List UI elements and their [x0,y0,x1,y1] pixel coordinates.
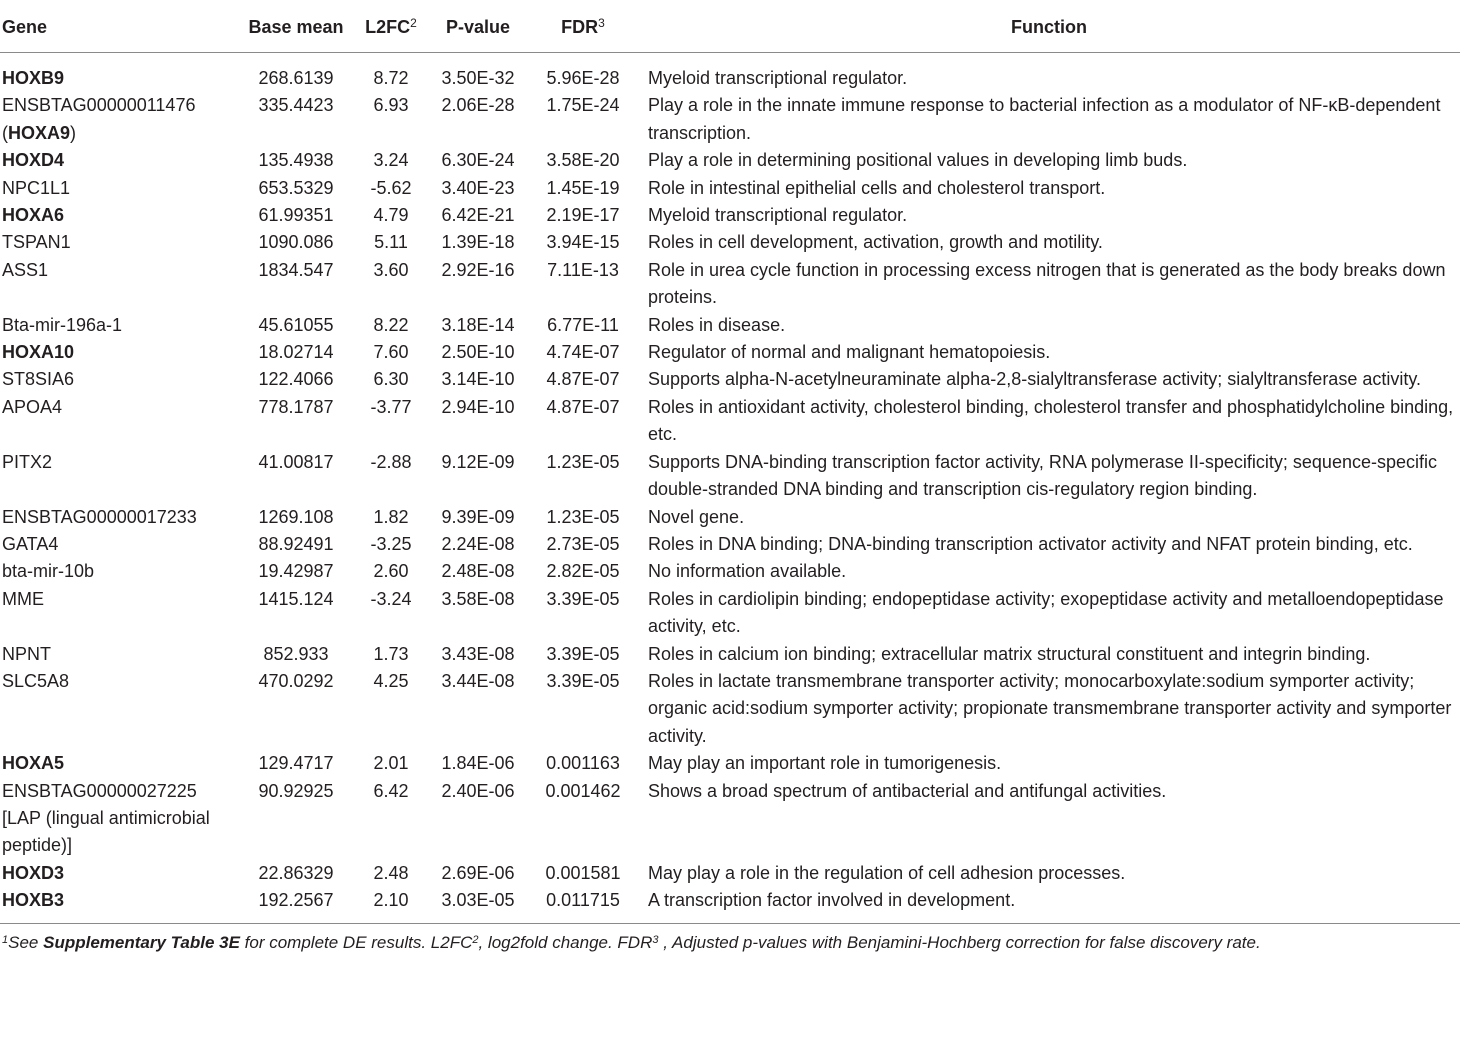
cell-l2fc: 3.60 [373,259,409,280]
cell-base-mean: 122.4066 [258,369,334,390]
cell-fdr: 0.001581 [545,862,621,883]
cell-pvalue: 2.40E-06 [441,780,515,801]
gene-name: SLC5A8 [2,670,70,691]
cell-function: Roles in calcium ion binding; extracellular matrix structural constituent and integrin binding. [648,643,1371,664]
cell-fdr: 4.74E-07 [546,342,620,363]
cell-function: Shows a broad spectrum of antibacterial and antifungal activities. [648,780,1167,801]
table-row [0,339,1460,366]
cell-pvalue: 9.39E-09 [441,506,515,527]
cell-l2fc: 7.60 [373,342,409,363]
cell-pvalue: 2.50E-10 [441,342,515,363]
cell-function: Role in urea cycle function in processing excess nitrogen that is generated as the body breaks down proteins. [648,259,1446,308]
header-fdr-text: FDR [561,17,599,37]
header-pvalue: P-value [428,0,528,53]
cell-fdr: 3.94E-15 [546,232,620,253]
table-row [0,668,1460,750]
cell-fdr: 5.96E-28 [546,68,620,88]
cell-function: A transcription factor involved in development. [648,890,1016,911]
table-row [0,147,1460,174]
cell-base-mean: 852.933 [263,643,329,664]
cell-fdr: 1.45E-19 [546,177,620,198]
cell-fdr: 3.58E-20 [546,150,620,171]
cell-gene [0,53,238,93]
table-row [0,558,1460,585]
header-fdr-sup: 3 [598,16,605,30]
cell-fdr: 1.75E-24 [546,95,620,116]
cell-pvalue: 9.12E-09 [441,451,515,472]
table-row [0,449,1460,504]
cell-l2fc: -3.24 [370,588,412,609]
cell-gene [0,860,238,887]
cell-gene [0,750,238,777]
cell-function: Play a role in the innate immune response to bacterial infection as a modulator of NF-κB-dependent transcription. [648,95,1441,143]
gene-name: TSPAN1 [2,232,71,253]
cell-l2fc: -3.25 [370,533,412,554]
cell-base-mean: 653.5329 [258,177,334,198]
cell-gene [0,887,238,923]
table-body [0,53,1460,924]
gene-name: GATA4 [2,533,59,554]
header-function: Function [638,0,1460,53]
gene-name-bold: HOXB9 [2,68,65,88]
cell-l2fc: 2.01 [373,753,409,774]
cell-pvalue: 3.14E-10 [441,369,515,390]
header-l2fc [354,0,428,53]
cell-function: Roles in DNA binding; DNA-binding transcription activator activity and NFAT protein binding, etc. [648,533,1413,554]
footnote-see: See [8,932,44,952]
cell-pvalue: 3.43E-08 [441,643,515,664]
cell-pvalue: 2.92E-16 [441,259,515,280]
cell-function: Roles in lactate transmembrane transporter activity; monocarboxylate:sodium symporter activity; organic acid:sodium symporter activity; propionate transmembrane transporter activity and symporter activity. [648,670,1452,746]
header-l2fc-sup: 2 [410,16,417,30]
cell-function: Roles in cardiolipin binding; endopeptidase activity; exopeptidase activity and metalloendopeptidase activity, etc. [648,588,1444,637]
gene-name-bold: HOXD4 [2,150,65,171]
cell-base-mean: 1090.086 [258,232,334,253]
cell-gene [0,147,238,174]
cell-l2fc: 2.60 [373,561,409,582]
cell-function: Roles in antioxidant activity, cholesterol binding, cholesterol transfer and phosphatidylcholine binding, etc. [648,396,1454,445]
cell-pvalue: 2.48E-08 [441,561,515,582]
cell-gene [0,229,238,256]
cell-l2fc: 8.22 [373,314,409,335]
cell-base-mean: 45.61055 [258,314,334,335]
cell-base-mean: 88.92491 [258,533,334,554]
cell-fdr: 3.39E-05 [546,588,620,609]
cell-gene [0,504,238,531]
cell-pvalue: 3.44E-08 [441,670,515,691]
cell-fdr: 0.001163 [546,753,620,774]
cell-l2fc: -5.62 [370,177,412,198]
cell-base-mean: 1834.547 [258,259,334,280]
footnote-rest2: , log2fold change. FDR [478,932,653,952]
cell-base-mean: 22.86329 [258,862,334,883]
cell-gene [0,202,238,229]
gene-name: Bta-mir-196a-1 [2,314,123,335]
table-row [0,366,1460,393]
cell-base-mean: 90.92925 [258,780,334,801]
footnote-sup2: 2 [472,933,479,946]
cell-gene [0,339,238,366]
cell-pvalue: 2.69E-06 [441,862,515,883]
cell-fdr: 2.19E-17 [546,205,620,226]
cell-base-mean: 778.1787 [258,396,334,417]
cell-gene [0,641,238,668]
cell-pvalue: 6.30E-24 [441,150,515,171]
cell-function: Myeloid transcriptional regulator. [648,205,908,226]
cell-fdr: 4.87E-07 [546,369,620,390]
cell-base-mean: 41.00817 [258,451,334,472]
table-row [0,531,1460,558]
table-row [0,394,1460,449]
footnote-text [0,923,1460,954]
cell-l2fc: 4.25 [373,670,409,691]
footnote-sup1: 1 [2,933,9,946]
cell-l2fc: 3.24 [373,150,409,171]
footnote-sup3: 3 [652,933,659,946]
cell-function: May play a role in the regulation of cell adhesion processes. [648,862,1126,883]
cell-l2fc: 2.48 [373,862,409,883]
cell-function: Role in intestinal epithelial cells and cholesterol transport. [648,177,1106,198]
cell-gene [0,449,238,504]
cell-fdr: 0.001462 [545,780,621,801]
cell-base-mean: 268.6139 [258,68,334,88]
cell-pvalue: 3.50E-32 [441,68,515,88]
gene-name: ASS1 [2,259,49,280]
cell-base-mean: 335.4423 [258,95,334,116]
cell-gene [0,668,238,750]
table-row [0,257,1460,312]
cell-gene [0,312,238,339]
cell-l2fc: 6.30 [373,369,409,390]
table-footnote [0,923,1460,954]
gene-name: APOA4 [2,396,63,417]
gene-name-bold: HOXA6 [2,205,65,226]
gene-name: PITX2 [2,451,53,472]
footnote-supp-table-link: Supplementary Table 3E [43,932,240,952]
footnote-rest3: , Adjusted p-values with Benjamini-Hochberg correction for false discovery rate. [658,932,1261,952]
cell-pvalue: 1.84E-06 [441,753,515,774]
cell-gene [0,778,238,860]
cell-pvalue: 6.42E-21 [441,205,515,226]
cell-base-mean: 135.4938 [258,150,334,171]
gene-name: ENSBTAG00000027225 [LAP (lingual antimicrobial peptide)] [2,780,210,856]
cell-gene [0,531,238,558]
cell-gene [0,175,238,202]
gene-name: MME [2,588,44,609]
cell-l2fc: 1.73 [373,643,409,664]
table-row [0,750,1460,777]
cell-function: Supports DNA-binding transcription factor activity, RNA polymerase II-specificity; sequence-specific double-stranded DNA binding and transcription cis-regulatory region binding. [648,451,1437,500]
cell-gene [0,558,238,585]
cell-l2fc: -3.77 [370,396,412,417]
cell-function: No information available. [648,561,847,582]
header-gene: Gene [0,0,238,53]
cell-fdr: 7.11E-13 [547,259,619,280]
gene-name-bold: HOXA5 [2,753,65,774]
table-row [0,175,1460,202]
cell-pvalue: 3.03E-05 [441,890,515,911]
cell-function: May play an important role in tumorigenesis. [648,753,1002,774]
cell-l2fc: 6.93 [373,95,409,116]
table-row [0,778,1460,860]
cell-l2fc: 1.82 [373,506,409,527]
cell-pvalue: 1.39E-18 [441,232,515,253]
cell-pvalue: 2.24E-08 [441,533,515,554]
cell-base-mean: 1269.108 [258,506,334,527]
cell-l2fc: 8.72 [373,68,409,88]
cell-base-mean: 192.2567 [258,890,334,911]
gene-name: ST8SIA6 [2,369,75,390]
cell-fdr: 4.87E-07 [546,396,620,417]
cell-pvalue: 2.94E-10 [441,396,515,417]
header-base-mean: Base mean [238,0,354,53]
header-fdr [528,0,638,53]
gene-name: NPC1L1 [2,177,71,198]
cell-fdr: 3.39E-05 [546,643,620,664]
cell-pvalue: 3.40E-23 [441,177,515,198]
cell-fdr: 2.82E-05 [546,561,620,582]
cell-base-mean: 19.42987 [258,561,334,582]
cell-function: Novel gene. [648,506,745,527]
cell-l2fc: 5.11 [374,232,408,253]
cell-l2fc: 4.79 [373,205,409,226]
cell-function: Play a role in determining positional values in developing limb buds. [648,150,1188,171]
table-row [0,53,1460,93]
cell-function: Regulator of normal and malignant hematopoiesis. [648,342,1051,363]
cell-gene [0,92,238,147]
table-row [0,202,1460,229]
cell-l2fc: 6.42 [373,780,409,801]
cell-gene [0,586,238,641]
table-row [0,586,1460,641]
gene-name: NPNT [2,643,51,664]
table-row [0,92,1460,147]
gene-name-bold: HOXD3 [2,862,65,883]
cell-pvalue: 3.18E-14 [441,314,515,335]
table-row [0,312,1460,339]
table-row [0,887,1460,923]
gene-name: ENSBTAG00000017233 [2,506,197,527]
cell-fdr: 3.39E-05 [546,670,620,691]
cell-gene [0,366,238,393]
table-row [0,860,1460,887]
cell-function: Supports alpha-N-acetylneuraminate alpha-2,8-sialyltransferase activity; sialyltransferase activity. [648,369,1422,390]
cell-pvalue: 3.58E-08 [441,588,515,609]
header-l2fc-text: L2FC [365,17,411,37]
gene-name: bta-mir-10b [2,561,95,582]
cell-fdr: 1.23E-05 [546,506,620,527]
cell-base-mean: 1415.124 [258,588,334,609]
cell-function: Myeloid transcriptional regulator. [648,68,908,88]
cell-function: Roles in disease. [648,314,786,335]
cell-function: Roles in cell development, activation, growth and motility. [648,232,1103,253]
cell-base-mean: 470.0292 [258,670,334,691]
cell-l2fc: -2.88 [370,451,412,472]
footnote-rest1: for complete DE results. L2FC [239,932,473,952]
cell-fdr: 1.23E-05 [546,451,620,472]
gene-name: ENSBTAG00000011476 [2,95,196,116]
cell-base-mean: 129.4717 [258,753,334,774]
gene-name-bold: HOXA10 [2,342,75,363]
gene-name-bold: HOXB3 [2,890,65,911]
cell-pvalue: 2.06E-28 [441,95,515,116]
gene-alias: (HOXA9) [2,122,77,143]
cell-gene [0,257,238,312]
table-row [0,504,1460,531]
cell-base-mean: 61.99351 [258,205,334,226]
cell-gene [0,394,238,449]
cell-l2fc: 2.10 [373,890,409,911]
table-header [0,0,1460,53]
table-row [0,641,1460,668]
cell-fdr: 6.77E-11 [547,314,619,335]
cell-fdr: 0.011715 [546,890,620,911]
cell-base-mean: 18.02714 [258,342,334,363]
table-row [0,229,1460,256]
cell-fdr: 2.73E-05 [546,533,620,554]
